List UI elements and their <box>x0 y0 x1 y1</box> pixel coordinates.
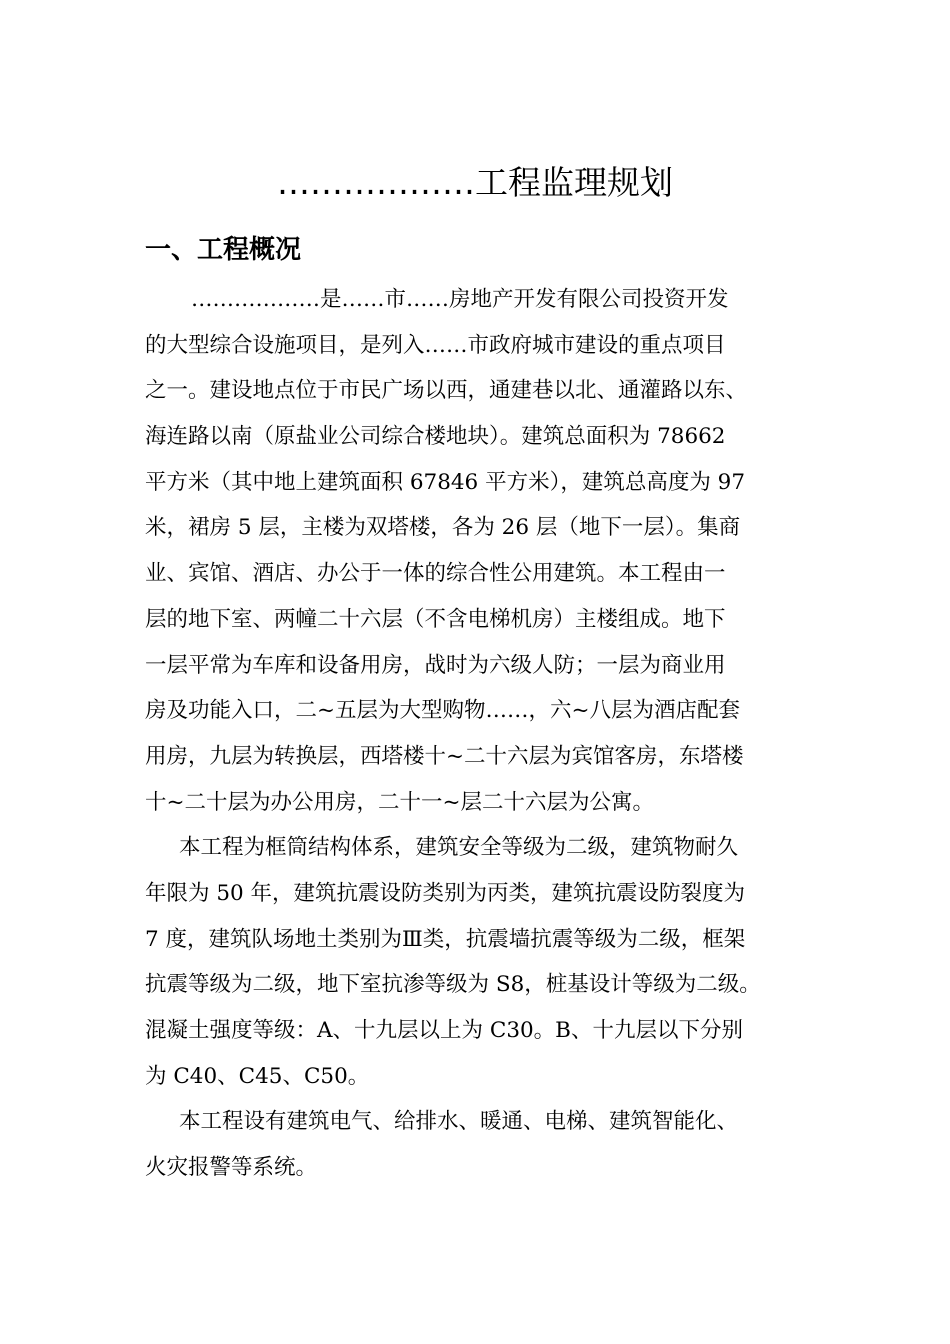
text-line: 为 C40、C45、C50。 <box>145 1063 370 1089</box>
text-line: 房及功能入口，二~五层为大型购物……，六~八层为酒店配套 <box>145 698 741 724</box>
text-line: 的大型综合设施项目，是列入……市政府城市建设的重点项目 <box>145 332 726 358</box>
document-title: ………………工程监理规划 <box>277 163 673 202</box>
text-line: 用房，九层为转换层，西塔楼十~二十六层为宾馆客房，东塔楼 <box>145 743 744 769</box>
text-line: 混凝土强度等级：A、十九层以上为 C30。B、十九层以下分别 <box>145 1018 743 1043</box>
text-line: 7 度，建筑队场地土类别为Ⅲ类，抗震墙抗震等级为二级，框架 <box>145 926 746 952</box>
paragraph-systems <box>145 1099 835 1190</box>
text-line: 抗震等级为二级，地下室抗渗等级为 S8，桩基设计等级为二级。 <box>145 972 761 998</box>
text-line: 米，裙房 5 层，主楼为双塔楼，各为 26 层（地下一层）。集商 <box>145 515 741 541</box>
text-line: 十~二十层为办公用房，二十一~层二十六层为公寓。 <box>145 789 655 815</box>
text-line: 层的地下室、两幢二十六层（不含电梯机房）主楼组成。地下 <box>145 606 726 632</box>
section-heading: 一、工程概况 <box>145 235 302 265</box>
paragraph-overview <box>145 277 835 825</box>
text-line: 平方米（其中地上建筑面积 67846 平方米），建筑总高度为 97 <box>145 469 746 495</box>
text-line: 年限为 50 年，建筑抗震设防类别为丙类，建筑抗震设防裂度为 <box>145 880 746 906</box>
text-line: ………………是……市……房地产开发有限公司投资开发 <box>191 287 729 312</box>
document-body <box>145 277 835 1191</box>
text-line: 海连路以南（原盐业公司综合楼地块）。建筑总面积为 78662 <box>145 424 726 450</box>
text-line: 本工程为框筒结构体系，建筑安全等级为二级，建筑物耐久 <box>179 835 739 861</box>
text-line: 火灾报警等系统。 <box>145 1155 318 1181</box>
text-line: 一层平常为车库和设备用房，战时为六级人防；一层为商业用 <box>145 652 726 678</box>
text-line: 之一。建设地点位于市民广场以西，通建巷以北、通灌路以东、 <box>145 378 748 404</box>
text-line: 业、宾馆、酒店、办公于一体的综合性公用建筑。本工程由一 <box>145 561 726 587</box>
paragraph-structure <box>145 825 835 1099</box>
text-line: 本工程设有建筑电气、给排水、暖通、电梯、建筑智能化、 <box>179 1109 739 1135</box>
